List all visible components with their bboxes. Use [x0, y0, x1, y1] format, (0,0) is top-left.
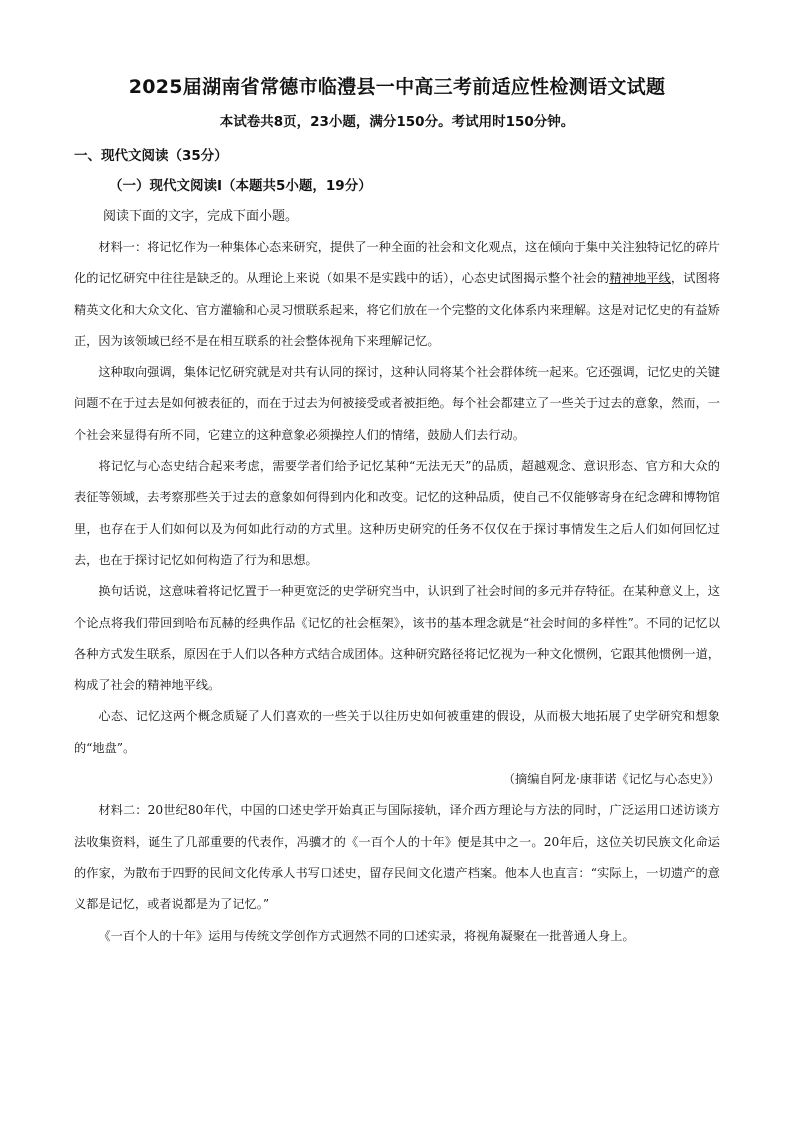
material1-paragraph-1 [74, 232, 720, 357]
material2-paragraph-2: 《一百个人的十年》运用与传统文学创作方式迥然不同的口述实录，将视角凝聚在一批普通人身上。 [98, 928, 635, 943]
section-heading: 一、现代文阅读（35分） [74, 148, 228, 164]
material1-paragraph-2: 这种取向强调，集体记忆研究就是对共有认同的探讨，这种认同将某个社会群体统一起来。它还强调，记忆史的关键问题不在于过去是如何被表征的，而在于过去为何被接受或者被拒绝。每个社会都建立了一些关于过去的意象，然而，一个社会来显得有所不同，它建立的这种意象必须操控人们的情绪，鼓励人们去行动。 [74, 365, 720, 442]
section-subheading: （一）现代文阅读Ⅰ（本题共5小题，19分） [109, 178, 372, 194]
underlined-term: 精神地平线 [609, 271, 671, 286]
reading-instruction: 阅读下面的文字，完成下面小题。 [103, 209, 299, 224]
exam-title: 2025届湖南省常德市临澧县一中高三考前适应性检测语文试题 [128, 76, 666, 98]
text-span: 材料一：将记忆作为一种集体心态来研究，提供了一种全面的社会和文化观点，这在倾向于集中关注独特记忆的碎片化的记忆研究中往往是缺乏的。从理论上来说（如果不是实践中的话），心态史试图揭示整个社会的 [74, 240, 720, 286]
material1-paragraph-4: 换句话说，这意味着将记忆置于一种更宽泛的史学研究当中，认识到了社会时间的多元并存特征。在某种意义上，这个论点将我们带回到哈布瓦赫的经典作品《记忆的社会框架》，该书的基本理念就是“社会时间的多样性”。不同的记忆以各种方式发生联系，原因在于人们以各种方式结合成团体。这种研究路径将记忆视为一种文化惯例，它跟其他惯例一道，构成了社会的精神地平线。 [74, 584, 720, 693]
text-span: ，试图将精英文化和大众文化、官方灌输和心灵习惯联系起来，将它们放在一个完整的文化体系内来理解。这是对记忆史的有益矫正，因为该领域已经不是在相互联系的社会整体视角下来理解记忆。 [74, 271, 720, 348]
material1-paragraph-3: 将记忆与心态史结合起来考虑，需要学者们给予记忆某种“无法无天”的品质，超越观念、意识形态、官方和大众的表征等领域，去考察那些关于过去的意象如何得到内化和改变。记忆的这种品质，使自己不仅能够寄身在纪念碑和博物馆里，也存在于人们如何以及为何如此行动的方式里。这种历史研究的任务不仅仅在于探讨事情发生之后人们如何回忆过去，也在于探讨记忆如何构造了行为和思想。 [74, 459, 720, 567]
exam-subtitle: 本试卷共8页，23小题，满分150分。考试用时150分钟。 [219, 114, 575, 130]
reading-passage [74, 232, 720, 952]
material2-paragraph-1: 材料二：20世纪80年代，中国的口述史学开始真正与国际接轨，译介西方理论与方法的同时，广泛运用口述访谈方法收集资料，诞生了几部重要的代表作，冯骥才的《一百个人的十年》便是其中之一。20年后，这位关切民族文化命运的作家，为散布于四野的民间文化传承人书写口述史，留存民间文化遗产档案。他本人也直言：“实际上，一切遗产的意义都是记忆，或者说都是为了记忆。” [74, 803, 720, 912]
material1-citation: （摘编自阿龙·康菲诺《记忆与心态史》） [502, 772, 720, 787]
material1-paragraph-5: 心态、记忆这两个概念质疑了人们喜欢的一些关于以往历史如何被重建的假设，从而极大地拓展了史学研究和想象的“地盘”。 [74, 709, 720, 755]
